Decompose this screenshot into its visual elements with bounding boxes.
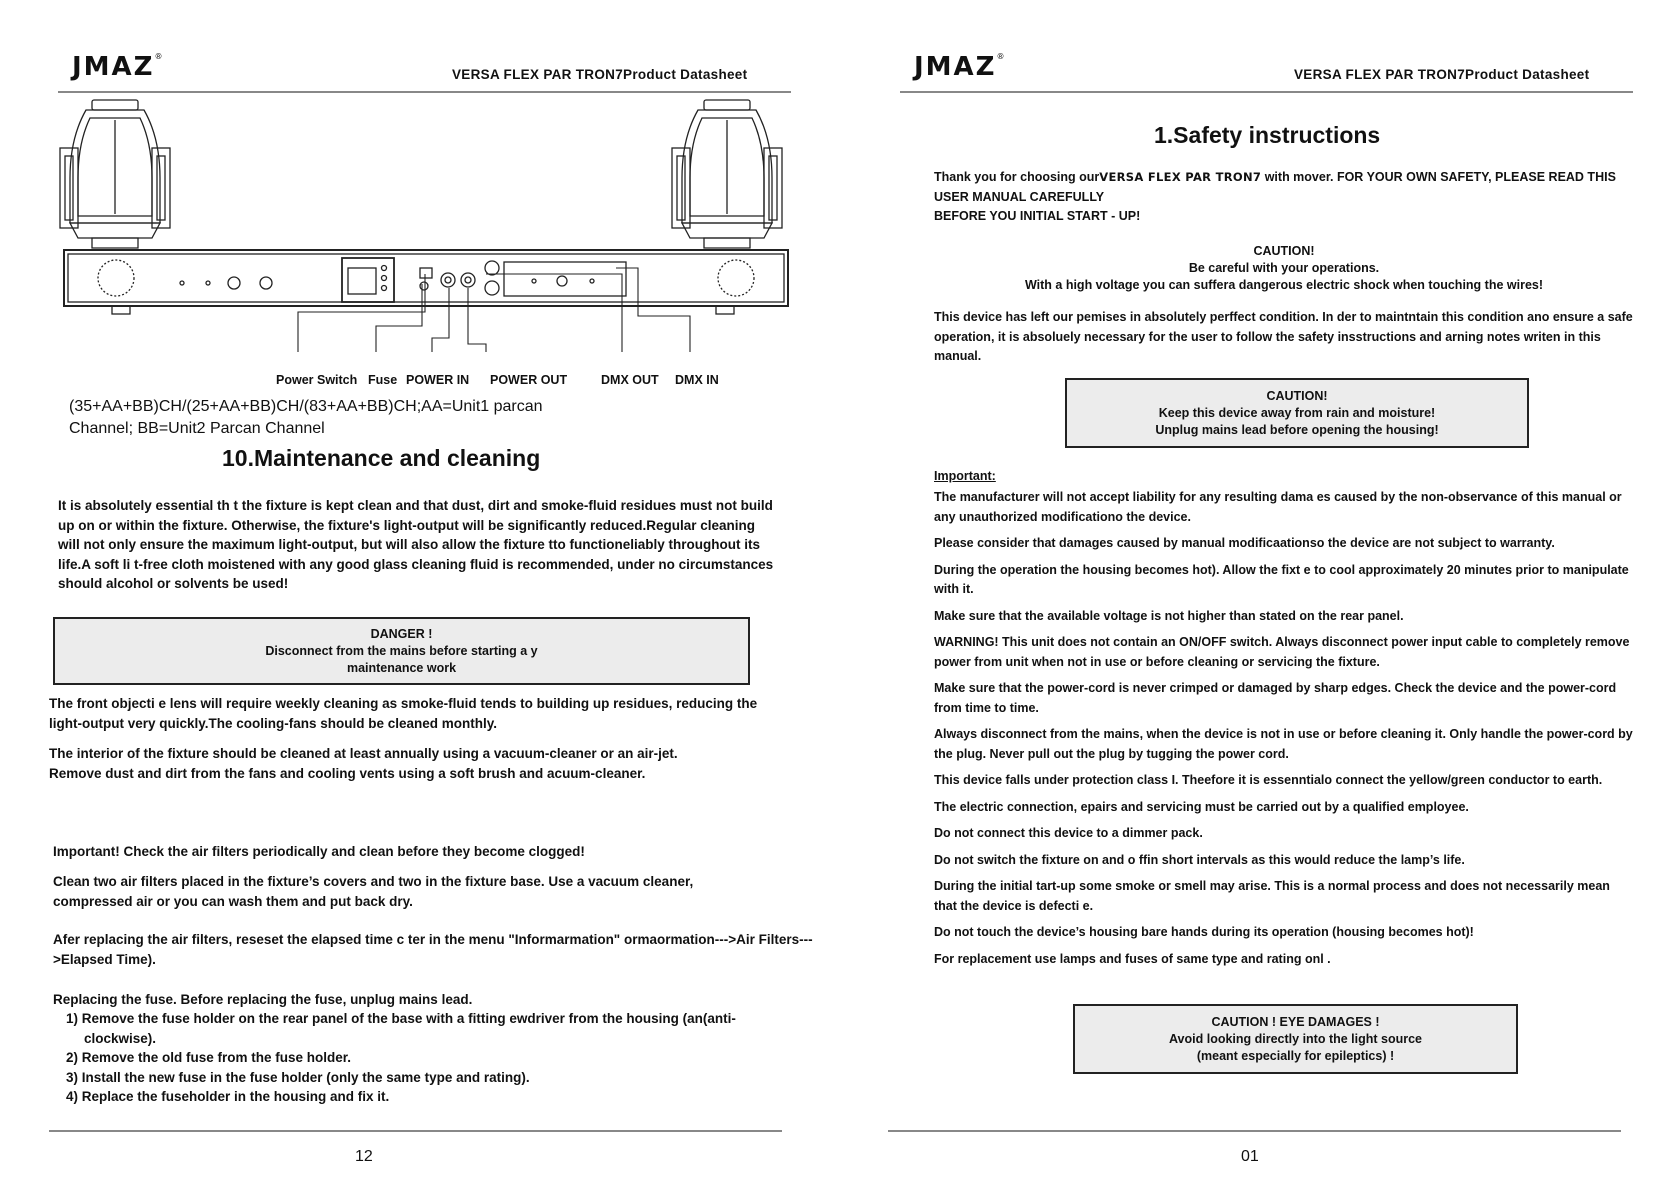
callout-leaders xyxy=(298,268,690,352)
base-bar-illustration xyxy=(64,250,788,314)
list-item: Always disconnect from the mains, when the device is not in use or before cleaning it. Only handle the power-cord by the plug. Never pull out the plug by tugging the power cord. xyxy=(934,727,1633,761)
list-item: For replacement use lamps and fuses of same type and rating onl . xyxy=(934,951,1331,966)
label-power-out: POWER OUT xyxy=(490,373,568,387)
caution-eye-line-2: (meant especially for epileptics) ! xyxy=(1196,1048,1395,1063)
section-title-safety: 1.Safety instructions xyxy=(1154,122,1381,148)
caution-voltage-title: CAUTION! xyxy=(1253,244,1315,258)
list-item: During the initial tart-up some smoke or smell may arise. This is a normal process and does not necessarily mean that the device is defecti e. xyxy=(934,879,1610,913)
fuse-intro-paragraph: Replacing the fuse. Before replacing the fuse, unplug mains lead. xyxy=(53,992,473,1007)
caution-eye-title: CAUTION ! EYE DAMAGES ! xyxy=(1211,1014,1380,1029)
page-number: 01 xyxy=(1241,1148,1259,1165)
caution-moisture-line-1: Keep this device away from rain and moisture! xyxy=(1158,405,1436,420)
label-fuse: Fuse xyxy=(368,373,398,387)
page-number: 12 xyxy=(355,1148,373,1165)
caution-eye-line-1: Avoid looking directly into the light source xyxy=(1168,1031,1423,1046)
fuse-step-4: 4) Replace the fuseholder in the housing and fix it. xyxy=(66,1089,390,1104)
caution-voltage xyxy=(934,243,1634,294)
right-moving-head-illustration xyxy=(672,100,782,248)
condition-paragraph: This device has left our pemises in absolutely perffect condition. In der to maintntain this condition ano ensure a safe operation, it is absoluely necessary for the user to follow the safety insstructions and arning notes writen in this manual. xyxy=(934,310,1633,363)
danger-title: DANGER ! xyxy=(370,626,433,641)
list-item: The manufacturer will not accept liability for any resulting dama es caused by the non-observance of this manual or any unauthorized modificationo the device. xyxy=(934,490,1622,524)
caution-eye-box xyxy=(1073,1004,1518,1074)
danger-box xyxy=(53,617,750,685)
header-title: VERSA FLEX PAR TRON7Product Datasheet xyxy=(1294,67,1590,82)
list-item: WARNING! This unit does not contain an ON/OFF switch. Always disconnect power input cable to completely remove power from unit when not in use or before cleaning or servicing the fixture. xyxy=(934,635,1630,669)
list-item: Do not switch the fixture on and o ffin short intervals as this would reduce the lamp’s life. xyxy=(934,852,1465,867)
fuse-step-3: 3) Install the new fuse in the fuse holder (only the same type and rating). xyxy=(66,1069,530,1085)
jmaz-logo: JMAZ® xyxy=(72,52,165,82)
list-item: This device falls under protection class I. Theefore it is essenntialo connect the yellow/green conductor to earth. xyxy=(934,773,1603,787)
important-label: Important: xyxy=(934,469,996,483)
list-item: Do not touch the device’s housing bare hands during its operation (housing becomes hot)! xyxy=(934,925,1474,939)
label-power-in: POWER IN xyxy=(406,373,470,387)
section-title-maintenance: 10.Maintenance and cleaning xyxy=(222,445,541,471)
fuse-step-1: 1) Remove the fuse holder on the rear panel of the base with a fitting ewdriver from the housing (an(anti-clockwise). xyxy=(66,1011,736,1046)
rear-panel-diagram xyxy=(56,98,796,388)
label-dmx-out: DMX OUT xyxy=(601,373,659,387)
reset-time-paragraph: Afer replacing the air filters, reseset the elapsed time c ter in the menu "Informarmation" ormaormation--->Air Filters--->Elapsed Time). xyxy=(53,932,813,967)
channel-note: (35+AA+BB)CH/(25+AA+BB)CH/(83+AA+BB)CH;AA=Unit1 parcan Channel; BB=Unit2 Parcan Channel xyxy=(69,398,543,437)
jmaz-logo: JMAZ® xyxy=(914,52,1007,82)
header-divider xyxy=(58,91,791,93)
caution-moisture-line-2: Unplug mains lead before opening the housing! xyxy=(1155,422,1439,437)
list-item: During the operation the housing becomes hot). Allow the fixt e to cool approximately 20 minutes prior to manipulate with it. xyxy=(934,562,1629,596)
caution-voltage-line-2: With a high voltage you can suffera dangerous electric shock when touching the wires! xyxy=(1024,278,1544,292)
header-divider xyxy=(900,91,1633,93)
intro-paragraph: It is absolutely essential th t the fixture is kept clean and that dust, dirt and smoke-fluid residues must not build up on or within the fixture. Otherwise, the fixture's light-output will be significantly reduced.Regular cleaning will not only ensure the maximum light-output, but will also allow the fixture tto functioneliably throughout its life.A soft li t-free cloth moistened with any good glass cleaning fluid is recommended, under no circumstances should alcohol or solvents be used! xyxy=(58,498,774,591)
safety-items-list xyxy=(934,488,1634,976)
list-item: The electric connection, epairs and servicing must be carried out by a qualified employee. xyxy=(934,799,1469,814)
footer-divider xyxy=(888,1130,1621,1132)
danger-line-1: Disconnect from the mains before starting a y xyxy=(265,643,538,658)
interior-paragraph: The interior of the fixture should be cleaned at least annually using a vacuum-cleaner or an air-jet. Remove dust and dirt from the fans and cooling vents using a soft brush and acuum-cleaner. xyxy=(49,746,678,781)
left-moving-head-illustration xyxy=(60,100,170,248)
lens-paragraph: The front objecti e lens will require weekly cleaning as smoke-fluid tends to building up residues, reducing the light-output very quickly.The cooling-fans should be cleaned monthly. xyxy=(49,696,758,731)
list-item: Please consider that damages caused by manual modificaationso the device are not subject to warranty. xyxy=(934,536,1555,550)
header-title: VERSA FLEX PAR TRON7Product Datasheet xyxy=(452,67,748,82)
list-item: Do not connect this device to a dimmer pack. xyxy=(934,826,1203,840)
caution-voltage-line-1: Be careful with your operations. xyxy=(1188,261,1380,275)
label-power-switch: Power Switch xyxy=(276,373,358,387)
page-right xyxy=(839,0,1678,1190)
caution-moisture-title: CAUTION! xyxy=(1266,388,1328,403)
clean-filters-paragraph: Clean two air filters placed in the fixture’s covers and two in the fixture base. Use a vacuum cleaner, compressed air or you can wash them and put back dry. xyxy=(53,874,694,909)
danger-line-2: maintenance work xyxy=(346,660,457,675)
list-item: Make sure that the power-cord is never crimped or damaged by sharp edges. Check the device and the power-cord from time to time. xyxy=(934,681,1617,715)
caution-moisture-box xyxy=(1065,378,1529,448)
fuse-step xyxy=(66,1009,796,1107)
list-item: Make sure that the available voltage is not higher than stated on the rear panel. xyxy=(934,608,1404,623)
fuse-step-2: 2) Remove the old fuse from the fuse holder. xyxy=(66,1050,352,1065)
thanks-paragraph: Thank you for choosing ourVERSA FLEX PAR TRON7 with mover. FOR YOUR OWN SAFETY, PLEASE READ THIS USER MANUAL CAREFULLY BEFORE YOU INITIAL START - UP! xyxy=(934,170,1616,223)
important-filters-paragraph: Important! Check the air filters periodically and clean before they become clogged! xyxy=(53,844,585,859)
footer-divider xyxy=(49,1130,782,1132)
label-dmx-in: DMX IN xyxy=(675,373,719,387)
